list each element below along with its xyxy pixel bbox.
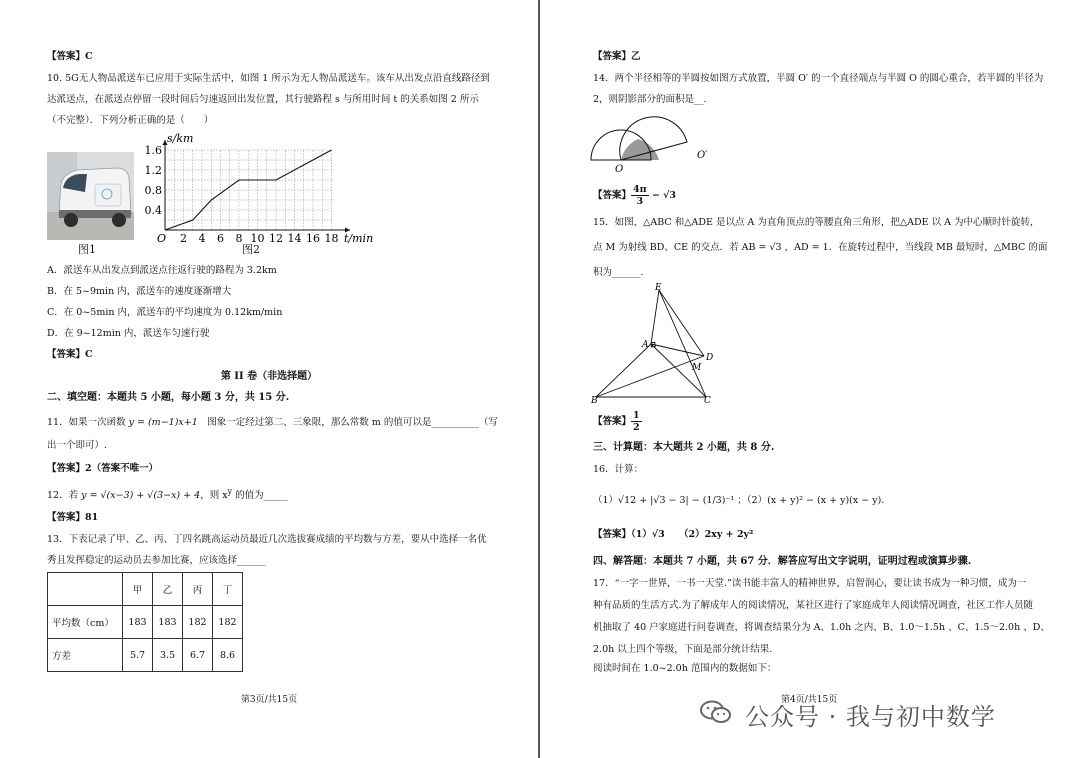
fraction-numerator: 4π (633, 184, 647, 195)
table-cell: 3.5 (153, 639, 183, 672)
q17-line5: 阅读时间在 1.0~2.0h 范围内的数据如下： (593, 663, 777, 674)
right-page-footer: 第4页/共15页 (781, 695, 838, 705)
q14-answer-fraction (631, 184, 649, 207)
q10-line2: 达派送点，在派送点停留一段时间后匀速返回出发位置，其行驶路程 s 与所用时间 t 的关系如图 2 所示 (47, 94, 479, 105)
table-header-cell (48, 573, 123, 606)
q14-line2: 2，则阴影部分的面积是__. (593, 94, 707, 105)
table-cell: 5.7 (123, 639, 153, 672)
q15-line1: 15．如图，△ABC 和△ADE 是以点 A 为直角顶点的等腰直角三角形，把△ADE 以 A 为中心顺时针旋转， (593, 217, 1040, 228)
table-cell: 182 (183, 606, 213, 639)
q17-line4: 2.0h 以上四个等级，下面是部分统计结果. (593, 644, 773, 655)
q12-answer: 【答案】81 (47, 512, 99, 523)
q10-line1: 10. 5G无人物品派送车已应用于实际生活中，如图 1 所示为无人物品派送车。该车从出发点沿直线路径到 (47, 73, 490, 84)
q15-answer (593, 410, 642, 434)
q10-line3: （不完整）．下列分析正确的是（ ） (47, 115, 214, 126)
x-tick-label: 14 (287, 232, 302, 245)
fraction-denominator: 2 (633, 422, 640, 433)
y-axis-label: s/km (167, 132, 194, 145)
q14-answer-prefix: 【答案】 (593, 190, 632, 201)
x-tick-label: 2 (180, 232, 187, 245)
q12-sup: y (227, 487, 233, 496)
q13-line2: 秀且发挥稳定的运动员去参加比赛，应该选择______ (47, 555, 266, 566)
q11-post: 图象一定经过第二、三象限，那么常数 m 的值可以是__________（写 (197, 417, 498, 428)
label-o-prime: O′ (697, 150, 708, 161)
label-e: E (655, 283, 662, 293)
q16-answer: 【答案】（1）√3 （2）2xy + 2y² (593, 529, 754, 540)
wechat-icon (700, 700, 732, 724)
label-d: D (706, 353, 714, 363)
chart-axes (163, 140, 351, 233)
answer-prev: 【答案】C (47, 51, 93, 62)
table-cell: 平均数（cm） (48, 606, 123, 639)
table-row (48, 606, 243, 639)
q14-answer-suffix: − √3 (648, 190, 677, 201)
q15-answer-fraction (631, 410, 642, 433)
table-cell: 8.6 (213, 639, 243, 672)
table-cell: 183 (123, 606, 153, 639)
q11-answer: 【答案】2（答案不唯一） (47, 463, 159, 474)
q10-option-d: D．在 9~12min 内，派送车匀速行驶 (47, 328, 210, 339)
label-o: O (615, 164, 624, 175)
table-row (48, 639, 243, 672)
table-header-row (48, 573, 243, 606)
q11-line1 (47, 416, 498, 430)
shaded-region (621, 139, 659, 160)
y-tick-label: 1.2 (144, 164, 162, 177)
q15-line3: 积为______. (593, 267, 644, 278)
figure1-caption: 图1 (78, 243, 96, 256)
q10-option-c: C．在 0~5min 内，派送车的平均速度为 0.12km/min (47, 307, 283, 318)
q16-expressions: （1）√12 + |√3 − 3| − (1/3)⁻¹ ；（2）(x + y)² − (x + y)(x − y). (593, 495, 885, 506)
x-tick-label: 10 (250, 232, 265, 245)
watermark-text: 公众号 · 我与初中数学 (745, 703, 996, 731)
page-divider (538, 0, 540, 758)
q12-post2: 的值为_____ (232, 490, 288, 502)
x-tick-label: 12 (269, 232, 283, 245)
y-tick-label: 0.8 (144, 184, 162, 197)
table-cell: 方差 (48, 639, 123, 672)
chart-tick-labels (145, 132, 374, 245)
section2-title: 第 II 卷（非选择题） (220, 371, 318, 382)
table-cell: 183 (153, 606, 183, 639)
q12-line (47, 485, 287, 503)
q13-line1: 13．下表记录了甲、乙、丙、丁四名跳高运动员最近几次选拔赛成绩的平均数与方差，要从中选择一名优 (47, 534, 487, 545)
x-axis-label: t/min (344, 232, 374, 245)
q15-line2: 点 M 为射线 BD、CE 的交点．若 AB = √3 ，AD = 1．在旋转过程中，当线段 MB 最短时，△MBC 的面 (593, 242, 1048, 253)
x-tick-label: 16 (306, 232, 320, 245)
origin-label: O (157, 232, 167, 245)
table-cell: 182 (213, 606, 243, 639)
y-tick-label: 1.6 (144, 144, 162, 157)
table-header-cell: 丁 (213, 573, 243, 606)
q11-expr: y = (m−1)x+1 (128, 417, 198, 428)
chart-grid (165, 150, 332, 230)
fill-in-section-title: 二、填空题：本题共 5 小题，每小题 3 分，共 15 分. (47, 392, 290, 403)
calc-section-title: 三、计算题：本大题共 2 小题，共 8 分. (593, 442, 775, 453)
q13-table (47, 572, 243, 672)
q17-line1: 17．“一字一世界，一书一天堂.”读书能丰富人的精神世界，启智润心，要让读书成为一种习惯，成为一 (593, 578, 1027, 589)
q11-pre: 11．如果一次函数 (47, 417, 129, 428)
label-a: A (642, 340, 649, 350)
label-b: B (591, 396, 598, 406)
q14-line1: 14．两个半径相等的半圆按如图方式放置，半圆 O′ 的一个直径端点与半圆 O 的圆心重合，若半圆的半径为 (593, 73, 1044, 84)
solve-section-title: 四、解答题：本题共 7 小题，共 67 分．解答应写出文字说明，证明过程或演算步骤. (593, 556, 972, 567)
q10-option-a: A．派送车从出发点到派送点往返行驶的路程为 3.2km (47, 265, 277, 276)
y-tick-label: 0.4 (144, 204, 162, 217)
x-tick-label: 8 (235, 232, 243, 245)
q11-line2: 出一个即可）. (47, 440, 108, 451)
q12-pre: 12．若 (47, 490, 82, 502)
fraction-denominator: 3 (636, 196, 644, 207)
figure2-caption: 图2 (242, 243, 260, 256)
table-header-cell: 丙 (183, 573, 213, 606)
distance-time-chart (144, 130, 380, 245)
label-c: C (704, 396, 711, 406)
left-page-footer: 第3页/共15页 (240, 695, 298, 705)
delivery-vehicle-image (47, 152, 134, 240)
table-header-cell: 乙 (153, 573, 183, 606)
x-tick-label: 18 (324, 232, 339, 245)
x-tick-label: 4 (198, 232, 206, 245)
x-tick-label: 6 (217, 232, 224, 245)
q16-line1: 16．计算： (593, 464, 644, 475)
q10-answer: 【答案】C (47, 349, 93, 360)
label-m: M (692, 363, 702, 373)
q15-answer-prefix: 【答案】 (593, 416, 632, 427)
q10-option-b: B．在 5~9min 内，派送车的速度逐渐增大 (47, 286, 232, 297)
q12-post: ，则 x (200, 490, 228, 502)
q17-line2: 种有品质的生活方式.为了解成年人的阅读情况，某社区进行了家庭成年人阅读情况调查，社区工作人员随 (593, 600, 1034, 611)
q14-semicircles-figure (585, 112, 708, 175)
q15-triangles-figure (591, 280, 721, 405)
left-page (0, 0, 538, 758)
q14-answer (593, 184, 676, 208)
right-page (541, 0, 1080, 758)
table-header-cell: 甲 (123, 573, 153, 606)
q17-line3: 机抽取了 40 户家庭进行问卷调查，将调查结果分为 A、1.0h 之内、B、1.0～1.5h 、C、1.5～2.0h 、D、 (593, 622, 1050, 633)
answer-prev-right: 【答案】乙 (593, 51, 641, 62)
q12-expr: y = √(x−3) + √(3−x) + 4 (81, 490, 201, 502)
table-cell: 6.7 (183, 639, 213, 672)
fraction-numerator: 1 (633, 410, 640, 421)
